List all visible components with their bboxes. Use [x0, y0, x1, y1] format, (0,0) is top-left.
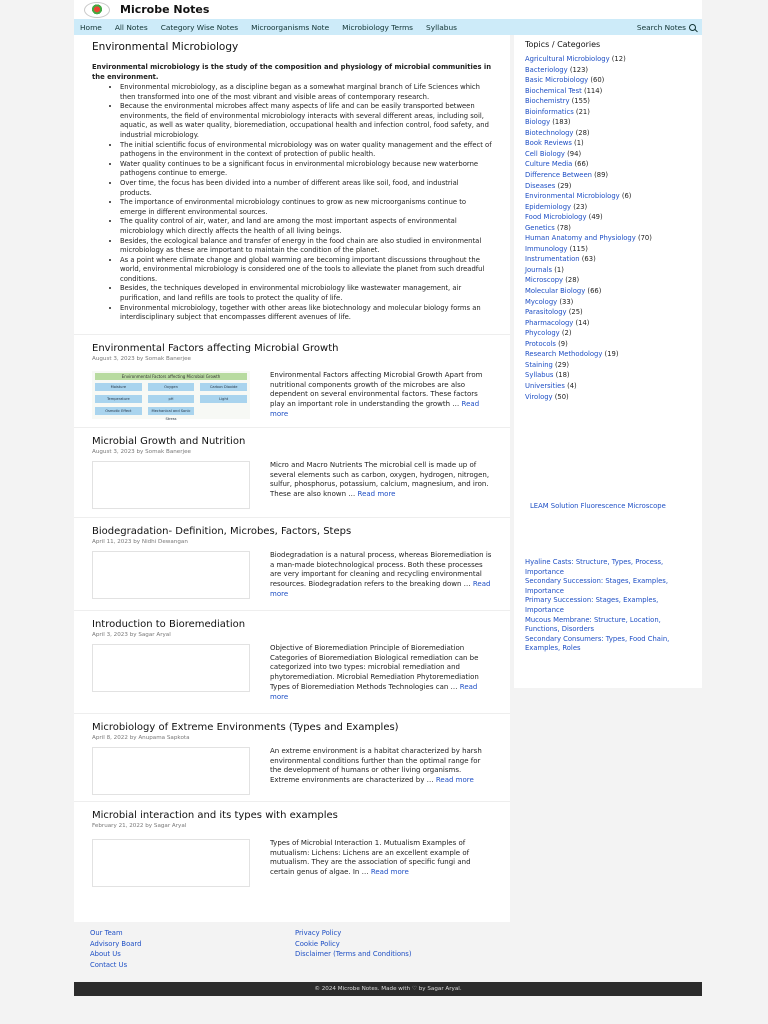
list-item: [525, 54, 702, 65]
category-count: (70): [637, 234, 652, 243]
list-item: [525, 107, 702, 118]
list-item: [525, 170, 702, 181]
post-title[interactable]: Introduction to Bioremediation: [92, 618, 246, 630]
post-card: [74, 610, 510, 713]
figure-cell: pH: [148, 395, 195, 403]
post-meta: August 3, 2023 by Somak Banerjee: [92, 355, 191, 362]
list-item: [525, 233, 702, 244]
list-item: • As a point where climate change and global warming are becoming important discussions throughout the world, environmental microbiology is considered one of the tools to alleviate the planet from such dreadful conditions.: [120, 256, 492, 285]
category-count: (183): [552, 118, 571, 127]
excerpt-text: Biodegradation is a natural process, whereas Bioremediation is a man-made biotechnological process. Both these processes are very important for cleaning and recycling environmental resources. Biodegradation refers to the breaking down …: [270, 550, 492, 589]
figure-cell: Moisture: [95, 383, 142, 391]
list-item: [525, 212, 702, 223]
list-item: • Over time, the focus has been divided into a number of different areas like soil, food, and industrial products.: [120, 179, 492, 198]
search-button[interactable]: [637, 23, 696, 32]
category-count: (25): [568, 308, 583, 317]
footer-links-left: [90, 928, 141, 970]
nav-home[interactable]: Home: [80, 22, 102, 32]
post-thumbnail[interactable]: [92, 644, 250, 692]
list-item: [525, 318, 702, 329]
excerpt-text: An extreme environment is a habitat characterized by harsh environmental conditions further than the optimal range for the development of humans or other living organisms. Extreme environments are characterized by …: [270, 746, 482, 785]
list-item: • Environmental microbiology, as a discipline began as a somewhat marginal branch of Life Sciences which then transformed into one of the most vibrant and visible areas of contemporary research.: [120, 83, 492, 102]
category-count: (63): [581, 255, 596, 264]
post-title[interactable]: Biodegradation- Definition, Microbes, Factors, Steps: [92, 525, 352, 537]
category-link[interactable]: Research Methodology: [525, 350, 603, 359]
recent-post-link[interactable]: Secondary Succession: Stages, Examples, Importance: [525, 577, 669, 595]
category-count: (89): [594, 171, 609, 180]
category-bullets: [92, 83, 492, 323]
list-item: [525, 202, 702, 213]
list-item: [525, 96, 702, 107]
list-item: [525, 286, 702, 297]
list-item: [525, 558, 691, 577]
category-count: (29): [557, 181, 572, 190]
nav-microorganisms-note[interactable]: Microorganisms Note: [251, 22, 330, 32]
category-count: (60): [590, 76, 605, 85]
list-item: [525, 339, 702, 350]
list-item: [525, 117, 702, 128]
post-thumbnail[interactable]: [92, 551, 250, 599]
footer-link-privacy-policy[interactable]: Privacy Policy: [295, 929, 342, 937]
list-item: [525, 244, 702, 255]
ad-link[interactable]: LEAM Solution Fluorescence Microscope: [530, 502, 666, 511]
sidebar: [514, 35, 702, 688]
copyright-bar: © 2024 Microbe Notes. Made with ♡ by Sagar Aryal.: [74, 982, 702, 996]
post-meta: April 8, 2022 by Anupama Sapkota: [92, 734, 190, 741]
category-count: (49): [588, 213, 603, 222]
post-excerpt: [270, 551, 492, 600]
excerpt-text: Micro and Macro Nutrients The microbial cell is made up of several elements such as carbon, oxygen, hydrogen, nitrogen, sulfur, phosphorus, potassium, calcium, magnesium, and iron. These are also known …: [270, 460, 490, 499]
search-label: Search Notes: [636, 22, 686, 32]
category-count: (23): [573, 202, 588, 211]
site-logo-icon[interactable]: [84, 2, 110, 18]
excerpt-text: Types of Microbial Interaction 1. Mutualism Examples of mutualism: Lichens: Lichens are an excellent example of mutualism. They are the association of specific fungi and certain genus of algae. In …: [270, 838, 471, 877]
post-card: [74, 517, 510, 610]
figure-grid: [95, 383, 247, 421]
category-count: (94): [567, 149, 582, 158]
category-link[interactable]: Bacteriology: [525, 65, 568, 74]
category-count: (1): [574, 139, 584, 148]
post-excerpt: [270, 371, 492, 420]
post-thumbnail[interactable]: [92, 747, 250, 795]
list-item: [525, 577, 691, 596]
category-link[interactable]: Mycology: [525, 297, 558, 306]
read-more-link[interactable]: Read more: [357, 490, 396, 499]
category-link[interactable]: Basic Microbiology: [525, 76, 589, 85]
list-item: [525, 149, 702, 160]
category-link[interactable]: Genetics: [525, 223, 555, 232]
list-item: • Environmental microbiology, together with other areas like biotechnology and molecular biology forms an interdisciplinary subject that encompasses different avenues of life.: [120, 304, 492, 323]
footer-link-our-team[interactable]: Our Team: [90, 929, 123, 937]
category-link[interactable]: Human Anatomy and Physiology: [525, 234, 636, 243]
category-count: (66): [574, 160, 589, 169]
category-count: (4): [567, 381, 577, 390]
category-count: (1): [554, 265, 564, 274]
post-excerpt: [270, 461, 492, 509]
list-item: • Water quality continues to be a significant focus in environmental microbiology because new waterborne pathogens continue to emerge.: [120, 160, 492, 179]
category-link[interactable]: Syllabus: [525, 371, 554, 380]
post-excerpt: [270, 644, 492, 703]
post-meta: April 11, 2023 by Nidhi Dewangan: [92, 538, 188, 545]
category-link[interactable]: Cell Biology: [525, 149, 565, 158]
recent-post-link[interactable]: Mucous Membrane: Structure, Location, Functions, Disorders: [525, 615, 661, 634]
category-link[interactable]: Phycology: [525, 329, 560, 338]
list-item: [525, 392, 702, 403]
list-item: • The importance of environmental microbiology continues to grow as new microorganisms continue to emerge in different environmental sources.: [120, 198, 492, 217]
category-link[interactable]: Journals: [525, 265, 553, 274]
nav-all-notes[interactable]: All Notes: [114, 22, 148, 32]
category-link[interactable]: Virology: [525, 392, 553, 401]
category-link[interactable]: Agricultural Microbiology: [525, 55, 610, 63]
category-link[interactable]: Culture Media: [525, 160, 573, 169]
category-count: (18): [555, 371, 570, 380]
footer-link-advisory-board[interactable]: Advisory Board: [90, 939, 142, 948]
list-item: [525, 328, 702, 339]
footer-link-contact-us[interactable]: Contact Us: [90, 960, 128, 969]
read-more-link[interactable]: Read more: [435, 776, 474, 785]
list-item: • Besides, the ecological balance and transfer of energy in the food chain are also studied in environmental microbiology as these are important to maintain the condition of the planet.: [120, 237, 492, 256]
category-link[interactable]: Bioinformatics: [525, 107, 574, 116]
recent-posts-list: [514, 558, 702, 654]
nav-syllabus[interactable]: Syllabus: [426, 22, 457, 32]
figure-cell: Osmotic Effect: [95, 407, 142, 415]
main-content: [74, 35, 510, 922]
category-count: (29): [555, 360, 569, 369]
category-link[interactable]: Environmental Microbiology: [525, 192, 620, 201]
page-wrapper: [74, 0, 702, 35]
list-item: [525, 181, 702, 192]
category-count: (28): [565, 276, 580, 285]
post-title[interactable]: Microbial Growth and Nutrition: [92, 435, 246, 447]
recent-post-link[interactable]: Secondary Consumers: Types, Food Chain, Examples, Roles: [525, 634, 670, 653]
header: [74, 0, 702, 19]
category-count: (28): [575, 128, 590, 137]
footer-link-cookie-policy[interactable]: Cookie Policy: [295, 939, 340, 948]
post-meta: April 3, 2023 by Sagar Aryal: [92, 631, 171, 638]
list-item: [525, 265, 702, 276]
list-item: [525, 75, 702, 86]
category-header: [74, 35, 510, 323]
category-link[interactable]: Biochemistry: [525, 97, 570, 106]
category-link[interactable]: Parasitology: [525, 308, 567, 317]
category-count: (155): [571, 97, 590, 106]
list-item: [525, 635, 691, 654]
category-count: (2): [561, 329, 572, 338]
category-count: (50): [554, 392, 569, 401]
page-title: Environmental Microbiology: [92, 41, 239, 53]
category-lead: Environmental microbiology is the study of the composition and physiology of microbial communities in the environment.: [92, 63, 492, 81]
category-link[interactable]: Food Microbiology: [525, 213, 587, 222]
list-item: [525, 596, 691, 615]
nav-microbiology-terms[interactable]: Microbiology Terms: [342, 22, 414, 32]
category-count: (78): [556, 223, 571, 232]
list-item: [525, 86, 702, 97]
excerpt-text: Environmental Factors affecting Microbial Growth Apart from nutritional components growth of the microbes are also dependent on several environmental factors. These factors play an important role in understanding the growth …: [270, 370, 483, 409]
category-link[interactable]: Biochemical Test: [525, 86, 582, 95]
post-title[interactable]: Microbial interaction and its types with examples: [92, 809, 338, 821]
recent-post-link[interactable]: Primary Succession: Stages, Examples, Importance: [525, 596, 659, 615]
category-count: (9): [558, 339, 568, 348]
category-list: [514, 54, 702, 402]
category-link[interactable]: Biotechnology: [525, 128, 574, 137]
list-item: [525, 65, 702, 76]
category-link[interactable]: Universities: [525, 381, 565, 390]
category-link[interactable]: Book Reviews: [525, 139, 572, 148]
read-more-link[interactable]: Read more: [270, 580, 491, 599]
main-nav: [74, 19, 702, 35]
site-title[interactable]: Microbe Notes: [120, 3, 210, 16]
list-item: • Besides, the techniques developed in environmental microbiology like wastewater management, air purification, and land refills are tools to protect the quality of life.: [120, 284, 492, 303]
list-item: [525, 254, 702, 265]
read-more-link[interactable]: Read more: [370, 868, 409, 877]
list-item: [525, 128, 702, 139]
excerpt-text: Objective of Bioremediation Principle of Bioremediation Categories of Bioremediation Biological remediation can be categorized into two types: microbial remediation and phytoremediation. Microbial Remediation Phytoremediation Types of Bioremediation Methods Technologies can …: [270, 643, 479, 692]
list-item: [525, 381, 702, 392]
category-link[interactable]: Molecular Biology: [525, 287, 586, 296]
read-more-link[interactable]: Read more: [270, 400, 480, 419]
list-item: [525, 360, 702, 371]
category-count: (6): [621, 192, 632, 201]
category-link[interactable]: Protocols: [525, 339, 556, 348]
category-link[interactable]: Staining: [525, 360, 553, 369]
figure-cell: Temperature: [95, 395, 142, 403]
category-count: (33): [559, 297, 574, 306]
category-link[interactable]: Biology: [525, 118, 551, 127]
figure-cell: Oxygen: [148, 383, 195, 391]
category-count: (14): [575, 318, 590, 327]
list-item: [525, 223, 702, 234]
list-item: [525, 349, 702, 360]
category-link[interactable]: Microscopy: [525, 276, 564, 285]
post-card: [74, 713, 510, 801]
post-title[interactable]: Environmental Factors affecting Microbial Growth: [92, 342, 339, 354]
category-count: (114): [583, 86, 603, 95]
category-count: (12): [611, 55, 626, 63]
category-link[interactable]: Immunology: [525, 244, 568, 253]
list-item: [525, 275, 702, 286]
category-link[interactable]: Diseases: [525, 181, 556, 190]
recent-post-link[interactable]: Hyaline Casts: Structure, Types, Process, Importance: [525, 558, 664, 576]
footer-link-about-us[interactable]: About Us: [90, 950, 121, 959]
list-item: • The initial scientific focus of environmental microbiology was on water quality management and the effect of pathogens in the environment in the context of protection of public health.: [120, 141, 492, 160]
category-count: (19): [604, 350, 619, 359]
footer-links-right: [295, 928, 412, 960]
post-thumbnail[interactable]: [92, 371, 250, 419]
post-title[interactable]: Microbiology of Extreme Environments (Types and Examples): [92, 721, 399, 733]
category-link[interactable]: Instrumentation: [525, 255, 580, 264]
category-link[interactable]: Epidemiology: [525, 202, 572, 211]
list-item: [525, 307, 702, 318]
list-item: [525, 370, 702, 381]
footer-link-disclaimer[interactable]: Disclaimer (Terms and Conditions): [295, 950, 412, 959]
figure-cell: Carbon Dioxide: [200, 383, 247, 391]
post-meta: February 21, 2022 by Sagar Aryal: [92, 822, 187, 829]
list-item: [525, 138, 702, 149]
post-card: [74, 801, 510, 891]
list-item: [525, 159, 702, 170]
category-link[interactable]: Pharmacology: [525, 318, 574, 327]
read-more-link[interactable]: Read more: [270, 683, 478, 701]
post-thumbnail[interactable]: [92, 839, 250, 887]
category-count: (123): [569, 65, 589, 74]
list-item: [525, 616, 691, 635]
category-count: (115): [569, 244, 588, 253]
list-item: [525, 191, 702, 202]
figure-cell: Light: [200, 395, 247, 403]
post-meta: August 3, 2023 by Somak Banerjee: [92, 448, 191, 455]
category-link[interactable]: Difference Between: [525, 171, 592, 180]
post-card: [74, 334, 510, 427]
category-count: (21): [575, 107, 590, 116]
list-item: [525, 297, 702, 308]
search-icon: [689, 24, 696, 31]
category-count: (66): [587, 287, 602, 296]
post-card: [74, 427, 510, 517]
list-item: • The quality control of air, water, and land are among the most important aspects of environmental microbiology which directly affects the health of all living beings.: [120, 217, 492, 236]
figure-title: Environmental Factors affecting Microbial Growth: [95, 373, 247, 380]
list-item: • Because the environmental microbes affect many aspects of life and can be easily transported between environments, the field of environmental microbiology interacts with several different areas, including soil, aquatic, as well as water quality, bioremediation, occupational health and infection control, food safety, and industrial microbiology.: [120, 102, 492, 140]
figure-cell: Mechanical and Sonic Stress: [148, 407, 195, 415]
nav-category-wise-notes[interactable]: Category Wise Notes: [160, 22, 239, 32]
post-excerpt: [270, 839, 492, 887]
sidebar-title: Topics / Categories: [525, 40, 601, 49]
post-excerpt: [270, 747, 492, 795]
post-thumbnail[interactable]: [92, 461, 250, 509]
